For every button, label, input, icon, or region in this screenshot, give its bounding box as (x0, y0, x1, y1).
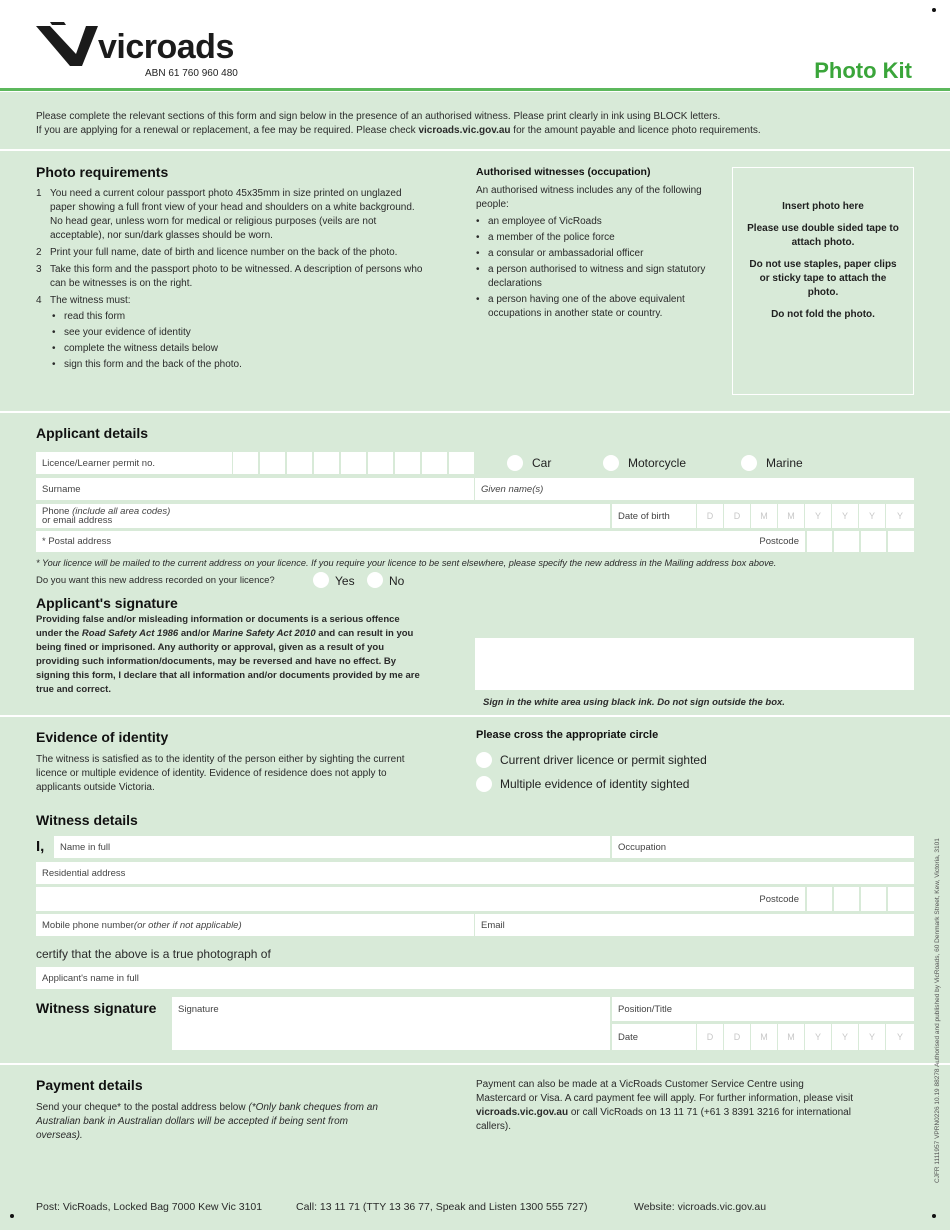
licence-digit-cell[interactable] (286, 452, 312, 474)
header-rule (0, 88, 950, 91)
photo-requirements-list: 1 You need a current colour passport photo 45x35mm in size printed on unglazed paper showing a full front view of your head and shoulders on a white background. No head gear, unless worn for medical or religious purposes (veils are not acceptable), nor sun/dark glasses should be worn. 2 Print your full name, date of birth and licence number on the back of the photo. 3 Take this form and the passport photo to be witnessed. A description of persons who can be witnesses is on the right. 4 The witness must: • read this form • see your evidence of identity • complete the witness details below • sign this form and the back of the photo. (36, 187, 426, 372)
witness-date-day-cell[interactable]: D (724, 1024, 750, 1050)
list-item: • an employee of VicRoads (476, 215, 716, 229)
address-note: * Your licence will be mailed to the current address on your licence. If you require your licence to be sent elsewhere, please specify the new address in the Mailing address box above. (36, 558, 777, 568)
witness-signature-box[interactable]: Signature (172, 997, 610, 1050)
yes-label: Yes (335, 574, 355, 588)
car-radio[interactable] (507, 455, 523, 471)
vicroads-logo-icon (36, 22, 98, 68)
postcode-cell[interactable] (860, 531, 886, 552)
witness-email-field[interactable]: Email (475, 914, 914, 936)
record-no-radio[interactable] (367, 572, 383, 588)
footer-call: Call: 13 11 71 (TTY 13 36 77, Speak and Listen 1300 555 727) (296, 1201, 588, 1213)
side-print-note: CJFR 1111957 VPRN0226 10.19 88278 Authorised and published by VicRoads, 60 Denmark Street, Kew, Victoria, 3101 (934, 838, 941, 1183)
cross-circle-heading: Please cross the appropriate circle (476, 729, 659, 741)
witness-date-month-cell[interactable]: M (751, 1024, 777, 1050)
marine-radio[interactable] (741, 455, 757, 471)
footer-website[interactable]: Website: vicroads.vic.gov.au (634, 1201, 767, 1213)
list-item: • a member of the police force (476, 231, 716, 245)
record-question: Do you want this new address recorded on your licence? (36, 575, 275, 586)
payment-vicroads-link[interactable]: vicroads.vic.gov.au (476, 1107, 569, 1118)
photo-requirements-heading: Photo requirements (36, 164, 169, 180)
dob-year-cell[interactable]: Y (859, 504, 885, 528)
witness-details-heading: Witness details (36, 812, 138, 828)
intro-line-1: Please complete the relevant sections of this form and sign below in the presence of an authorised witness. Please print clearly in ink using BLOCK letters. (36, 111, 721, 122)
signature-declaration: Providing false and/or misleading information or documents is a serious offence under the Road Safety Act 1986 and/or Marine Safety Act 2010 and can result in you being fined or imprisoned. Any authority or approval, given as a result of you providing such information/documents, may be reversed and have no effect. By signing this form, I declare that all information and/or documents provided by me are true and correct. (36, 614, 420, 695)
witness-date-month-cell[interactable]: M (778, 1024, 804, 1050)
dob-day-cell[interactable]: D (724, 504, 750, 528)
evidence-heading: Evidence of identity (36, 729, 169, 745)
given-names-field[interactable]: Given name(s) (475, 478, 914, 500)
dob-year-cell[interactable]: Y (805, 504, 831, 528)
authorised-witnesses-heading: Authorised witnesses (occupation) (476, 166, 651, 178)
list-item: • complete the witness details below (52, 342, 426, 356)
corner-dot (932, 8, 936, 12)
brand-name: vicroads (98, 28, 234, 66)
dob-month-cell[interactable]: M (778, 504, 804, 528)
witness-occupation-field[interactable]: Occupation (612, 836, 914, 858)
intro-line-2: If you are applying for a renewal or replacement, a fee may be required. Please check vicroads.vic.gov.au for the amount payable and licence photo requirements. (36, 125, 761, 136)
corner-dot (932, 1214, 936, 1218)
authorised-witnesses-list: An authorised witness includes any of the following people: • an employee of VicRoads • a member of the police force • a consular or ambassadorial officer • a person authorised to witness and sign statutory declarations • a person having one of the above equivalent occupations in another state or country. (476, 184, 716, 321)
list-item: • a person authorised to witness and sign statutory declarations (476, 263, 716, 291)
motorcycle-label: Motorcycle (628, 456, 687, 470)
signature-instruction: Sign in the white area using black ink. Do not sign outside the box. (483, 697, 785, 708)
abn: ABN 61 760 960 480 (145, 68, 238, 79)
postcode-cell[interactable] (833, 531, 859, 552)
page-title: Photo Kit (814, 58, 912, 83)
footer-post: Post: VicRoads, Locked Bag 7000 Kew Vic 3101 (36, 1201, 263, 1213)
applicant-name-field[interactable]: Applicant's name in full (36, 967, 914, 989)
certify-text: certify that the above is a true photograph of (36, 947, 271, 961)
witness-date-day-cell[interactable]: D (697, 1024, 723, 1050)
witness-date-label: Date (612, 1024, 696, 1050)
postcode-label: Postcode (759, 536, 799, 547)
licence-number-label: Licence/Learner permit no. (36, 452, 232, 474)
multiple-evidence-label: Multiple evidence of identity sighted (500, 777, 690, 791)
licence-digit-cell[interactable] (259, 452, 285, 474)
licence-digit-cell[interactable] (448, 452, 474, 474)
list-item: • a person having one of the above equivalent occupations in another state or country. (476, 293, 716, 321)
dob-year-cell[interactable]: Y (832, 504, 858, 528)
car-label: Car (532, 456, 552, 470)
postcode-cell[interactable] (887, 887, 914, 911)
licence-digit-cell[interactable] (313, 452, 339, 474)
corner-dot (10, 1214, 14, 1218)
witness-date-year-cell[interactable]: Y (859, 1024, 885, 1050)
licence-digit-cell[interactable] (394, 452, 420, 474)
residential-address-line-2[interactable] (36, 887, 805, 911)
evidence-text: The witness is satisfied as to the identity of the person either by sighting the current licence or multiple evidence of identity. Evidence of residence does not apply to applicants outside Victoria. (36, 754, 405, 793)
licence-digit-cell[interactable] (421, 452, 447, 474)
dob-month-cell[interactable]: M (751, 504, 777, 528)
licence-digit-cell[interactable] (340, 452, 366, 474)
licence-sighted-radio[interactable] (476, 752, 492, 768)
applicant-details-heading: Applicant details (36, 425, 149, 441)
licence-digit-cell[interactable] (232, 452, 258, 474)
residential-address-field[interactable]: Residential address (36, 862, 914, 884)
insert-photo-box[interactable]: Insert photo here Please use double sided tape to attach photo. Do not use staples, paper clips or sticky tape to attach the photo. Do not fold the photo. (732, 167, 914, 395)
position-title-field[interactable]: Position/Title (612, 997, 914, 1021)
motorcycle-radio[interactable] (603, 455, 619, 471)
witness-postcode-label: Postcode (759, 893, 799, 905)
witness-i-label: I, (36, 838, 45, 855)
witness-mobile-field[interactable]: Mobile phone number (or other if not applicable) (36, 914, 474, 936)
postcode-cell[interactable] (860, 887, 886, 911)
postcode-cell[interactable] (806, 531, 832, 552)
payment-text: Send your cheque* to the postal address below (*Only bank cheques from an Australian bank in Australian dollars will be accepted if being sent from overseas). (36, 1102, 378, 1141)
record-yes-radio[interactable] (313, 572, 329, 588)
phone-email-field[interactable]: Phone (include all area codes) or email address (36, 504, 610, 528)
applicant-signature-box[interactable] (475, 638, 914, 690)
witness-name-field[interactable]: Name in full (54, 836, 610, 858)
witness-signature-heading: Witness signature (36, 1000, 157, 1016)
list-item: • a consular or ambassadorial officer (476, 247, 716, 261)
witness-date-year-cell[interactable]: Y (886, 1024, 914, 1050)
dob-label: Date of birth (612, 504, 696, 528)
list-item: • sign this form and the back of the photo. (52, 358, 426, 372)
postcode-cell[interactable] (806, 887, 832, 911)
postcode-cell[interactable] (887, 531, 914, 552)
no-label: No (389, 574, 405, 588)
witness-date-year-cell[interactable]: Y (805, 1024, 831, 1050)
witness-date-year-cell[interactable]: Y (832, 1024, 858, 1050)
licence-sighted-label: Current driver licence or permit sighted (500, 753, 707, 767)
list-item: • see your evidence of identity (52, 326, 426, 340)
payment-heading: Payment details (36, 1077, 143, 1093)
surname-field[interactable]: Surname (36, 478, 474, 500)
marine-label: Marine (766, 456, 803, 470)
postal-address-field[interactable]: * Postal address Postcode (36, 531, 805, 552)
dob-year-cell[interactable]: Y (886, 504, 914, 528)
vicroads-link[interactable]: vicroads.vic.gov.au (418, 125, 511, 136)
multiple-evidence-radio[interactable] (476, 776, 492, 792)
postcode-cell[interactable] (833, 887, 859, 911)
licence-digit-cell[interactable] (367, 452, 393, 474)
list-item: • read this form (52, 310, 426, 324)
payment-alternative-text: Payment can also be made at a VicRoads Customer Service Centre using Mastercard or Visa. A card payment fee will apply. For further information, please visit vicroads.vic.gov.au or call VicRoads on 13 11 71 (+61 3 8391 3216 for international callers). (476, 1079, 854, 1132)
header (0, 0, 950, 88)
intro-section (0, 92, 950, 149)
dob-day-cell[interactable]: D (697, 504, 723, 528)
applicant-signature-heading: Applicant's signature (36, 595, 178, 611)
